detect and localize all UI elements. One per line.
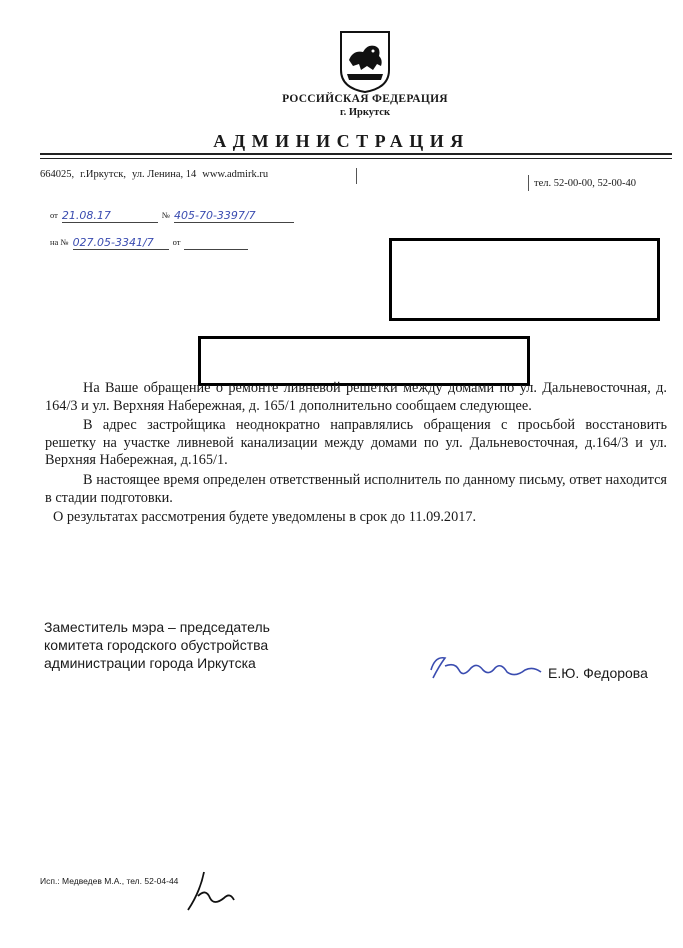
city-name: г. Иркутск bbox=[340, 107, 390, 118]
reply-date-blank bbox=[184, 236, 248, 250]
letter-body bbox=[45, 380, 667, 527]
city-emblem-icon bbox=[337, 30, 393, 94]
from-label: от bbox=[50, 210, 58, 220]
reply-number: 027.05-3341/7 bbox=[73, 236, 169, 250]
organization-title: АДМИНИСТРАЦИЯ bbox=[213, 131, 470, 151]
title-line: Заместитель мэра – председатель bbox=[44, 619, 270, 635]
outgoing-date: 21.08.17 bbox=[62, 209, 158, 223]
address-city: г.Иркутск, bbox=[80, 169, 127, 180]
title-line: администрации города Иркутска bbox=[44, 655, 256, 671]
divider bbox=[356, 168, 357, 184]
website: www.admirk.ru bbox=[202, 169, 269, 180]
redacted-salutation bbox=[198, 336, 530, 386]
signatory-title bbox=[44, 618, 270, 672]
header-rule bbox=[40, 153, 672, 155]
address-street: ул. Ленина, 14 bbox=[132, 169, 197, 180]
title-line: комитета городского обустройства bbox=[44, 637, 269, 653]
paragraph: В адрес застройщика неоднократно направлялись обращения с просьбой восстановить решетку на участке ливневой канализации между домами по ул. Дальневосточная, д.164/3 и ул. Верхняя Набережная, д.165/1. bbox=[45, 417, 667, 469]
paragraph: О результатах рассмотрения будете уведомлены в срок до 11.09.2017. bbox=[53, 509, 477, 526]
outgoing-number: 405-70-3397/7 bbox=[174, 209, 294, 223]
address-line bbox=[40, 169, 274, 180]
country-name: РОССИЙСКАЯ ФЕДЕРАЦИЯ bbox=[282, 93, 448, 105]
header-rule-thin bbox=[40, 158, 672, 159]
signatory-name: Е.Ю. Федорова bbox=[548, 665, 648, 681]
paragraph: На Ваше обращение о ремонте ливневой решетки между домами по ул. Дальневосточная, д. 164/3 и ул. Верхняя Набережная, д. 165/1 дополнительно сообщаем следующее. bbox=[45, 380, 667, 414]
incoming-reference bbox=[50, 232, 248, 250]
phone-numbers: тел. 52-00-00, 52-00-40 bbox=[534, 178, 636, 189]
initials-mark bbox=[180, 862, 240, 914]
redacted-addressee bbox=[389, 238, 660, 321]
paragraph: В настоящее время определен ответственный исполнитель по данному письму, ответ находится в стадии подготовки. bbox=[45, 471, 667, 506]
executor-info: Исп.: Медведев М.А., тел. 52-04-44 bbox=[40, 876, 179, 886]
number-label: № bbox=[161, 210, 170, 220]
reply-from-label: от bbox=[172, 237, 181, 247]
reply-label: на № bbox=[50, 237, 69, 247]
postal-code: 664025, bbox=[40, 169, 75, 180]
handwritten-signature bbox=[425, 648, 545, 688]
divider bbox=[528, 175, 529, 191]
outgoing-reference bbox=[50, 205, 294, 223]
